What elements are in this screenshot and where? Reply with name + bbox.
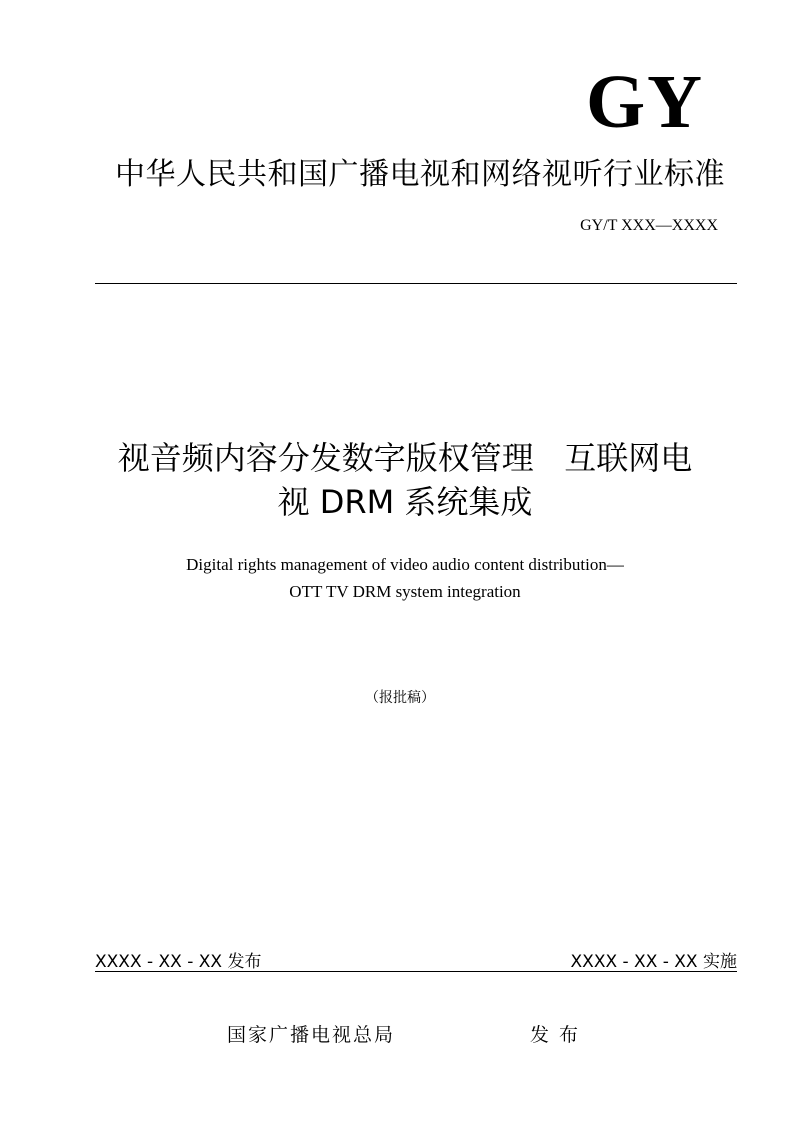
english-title-line-1: Digital rights management of video audio content distribution— [186,555,624,574]
gy-logo: GY [586,60,704,144]
header-divider [95,283,737,284]
chinese-title-line-1: 视音频内容分发数字版权管理 互联网电 [117,439,693,477]
implementation-date: XXXX - XX - XX 实施 [570,952,737,972]
draft-status: （报批稿） [365,690,435,706]
english-title [80,551,730,605]
english-title-line-2: OTT TV DRM system integration [289,582,521,601]
industry-standard-title: 中华人民共和国广播电视和网络视听行业标准 [115,157,725,192]
issue-label: 发布 [530,1024,589,1046]
chinese-title-line-2: 视 DRM 系统集成 [277,483,533,521]
standard-number: GY/T XXX—XXXX [580,217,718,234]
footer-divider [95,971,737,972]
chinese-title [80,436,730,524]
issue-date: XXXX - XX - XX 发布 [95,952,262,972]
issuing-authority: 国家广播电视总局 [227,1024,396,1046]
